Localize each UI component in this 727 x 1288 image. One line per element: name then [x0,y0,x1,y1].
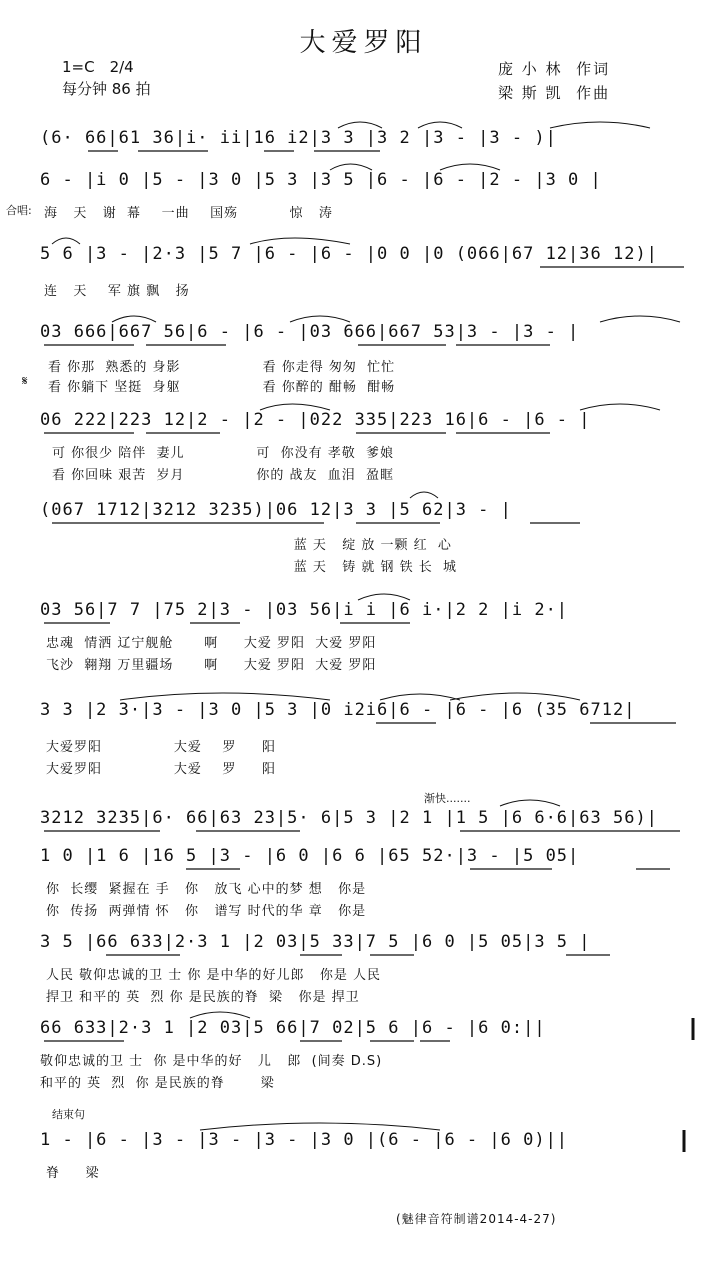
lyric-line: 大爱罗阳 大爱 罗 阳 [46,740,277,755]
score-row: 03 666|667 56|6 - |6 - |03 666|667 53|3 - |3 - | [40,322,580,342]
tempo-marking: 每分钟 86 拍 [62,80,151,98]
lyric-line: 敬仰忠诚的卫 士 你 是中华的好 儿 郎 (间奏 D.S) [40,1054,383,1069]
lyric-line: 忠魂 情洒 辽宁舰舱 啊 大爱 罗阳 大爱 罗阳 [46,636,377,651]
tempo-change-marking: 渐快....... [424,792,471,805]
lyric-line: 海 天 谢 幕 一曲 国殇 惊 涛 [44,206,333,221]
lyric-line: 大爱罗阳 大爱 罗 阳 [46,762,277,777]
score-row: 06 222|223 12|2 - |2 - |022 335|223 16|6 - |6 - | [40,410,591,430]
lyric-line: 你 长缨 紧握在 手 你 放飞 心中的梦 想 你是 [46,882,367,897]
lyric-line: 看 你回味 艰苦 岁月 你的 战友 血泪 盈眶 [52,468,395,483]
score-row: 5 6 |3 - |2·3 |5 7 |6 - |6 - |0 0 |0 (066|67 12|36 12)| [40,244,658,264]
score-row: (067 1712|3212 3235)|06 12|3 3 |5 62|3 - | [40,500,512,520]
chorus-marker: 合唱: [6,204,32,217]
lyric-line: 和平的 英 烈 你 是民族的脊 梁 [40,1076,275,1091]
lyric-line: 看 你躺下 坚挺 身躯 看 你醉的 酣畅 酣畅 [48,380,396,395]
lyric-line: 连 天 军 旗 飘 扬 [44,284,190,299]
score-row: 6 - |i 0 |5 - |3 0 |5 3 |3 5 |6 - |6 - |2 - |3 0 | [40,170,602,190]
score-row: 66 633|2·3 1 |2 03|5 66|7 02|5 6 |6 - |6 0:|| [40,1018,546,1038]
lyric-line: 脊 梁 [46,1166,100,1181]
score-row: 3 3 |2 3·|3 - |3 0 |5 3 |0 i2i6|6 - |6 - |6 (35 6712| [40,700,636,720]
lyric-line: 你 传扬 两弹情 怀 你 谱写 时代的华 章 你是 [46,904,367,919]
key-signature: 1=C 2/4 [62,58,134,76]
score-row: 3 5 |66 633|2·3 1 |2 03|5 33|7 5 |6 0 |5 05|3 5 | [40,932,591,952]
score-row: 03 56|7 7 |75 2|3 - |03 56|i i |6 i·|2 2 |i 2·| [40,600,569,620]
ending-label: 结束句 [52,1108,85,1121]
lyric-line: 蓝 天 铸 就 钢 铁 长 城 [150,560,458,575]
lyric-line: 捍卫 和平的 英 烈 你 是民族的脊 梁 你是 捍卫 [46,990,360,1005]
score-row: 1 - |6 - |3 - |3 - |3 - |3 0 |(6 - |6 - |6 0)|| [40,1130,569,1150]
score-row: 3212 3235|6· 66|63 23|5· 6|5 3 |2 1 |1 5 |6 6·6|63 56)| [40,808,658,828]
lyric-line: 可 你很少 陪伴 妻儿 可 你没有 孝敬 爹娘 [52,446,395,461]
segno-icon: 𝄋 [22,374,28,389]
lyric-line: 人民 敬仰忠诚的卫 士 你 是中华的好儿郎 你是 人民 [46,968,382,983]
score-row: (6· 66|61 36|i· ii|16 i2|3 3 |3 2 |3 - |3 - )| [40,128,557,148]
lyric-line: 蓝 天 绽 放 一颗 红 心 [150,538,452,553]
lyric-line: 飞沙 翱翔 万里疆场 啊 大爱 罗阳 大爱 罗阳 [46,658,377,673]
score-row: 1 0 |1 6 |16 5 |3 - |6 0 |6 6 |65 52·|3 - |5 05| [40,846,580,866]
lyric-line: 看 你那 熟悉的 身影 看 你走得 匆匆 忙忙 [48,360,396,375]
song-title: 大爱罗阳 [299,28,428,58]
lyricist-credit: 庞 小 林 作词 [498,60,611,78]
transcriber-credit: (魅律音符制谱2014-4-27) [396,1212,557,1226]
composer-credit: 梁 斯 凯 作曲 [498,84,611,102]
